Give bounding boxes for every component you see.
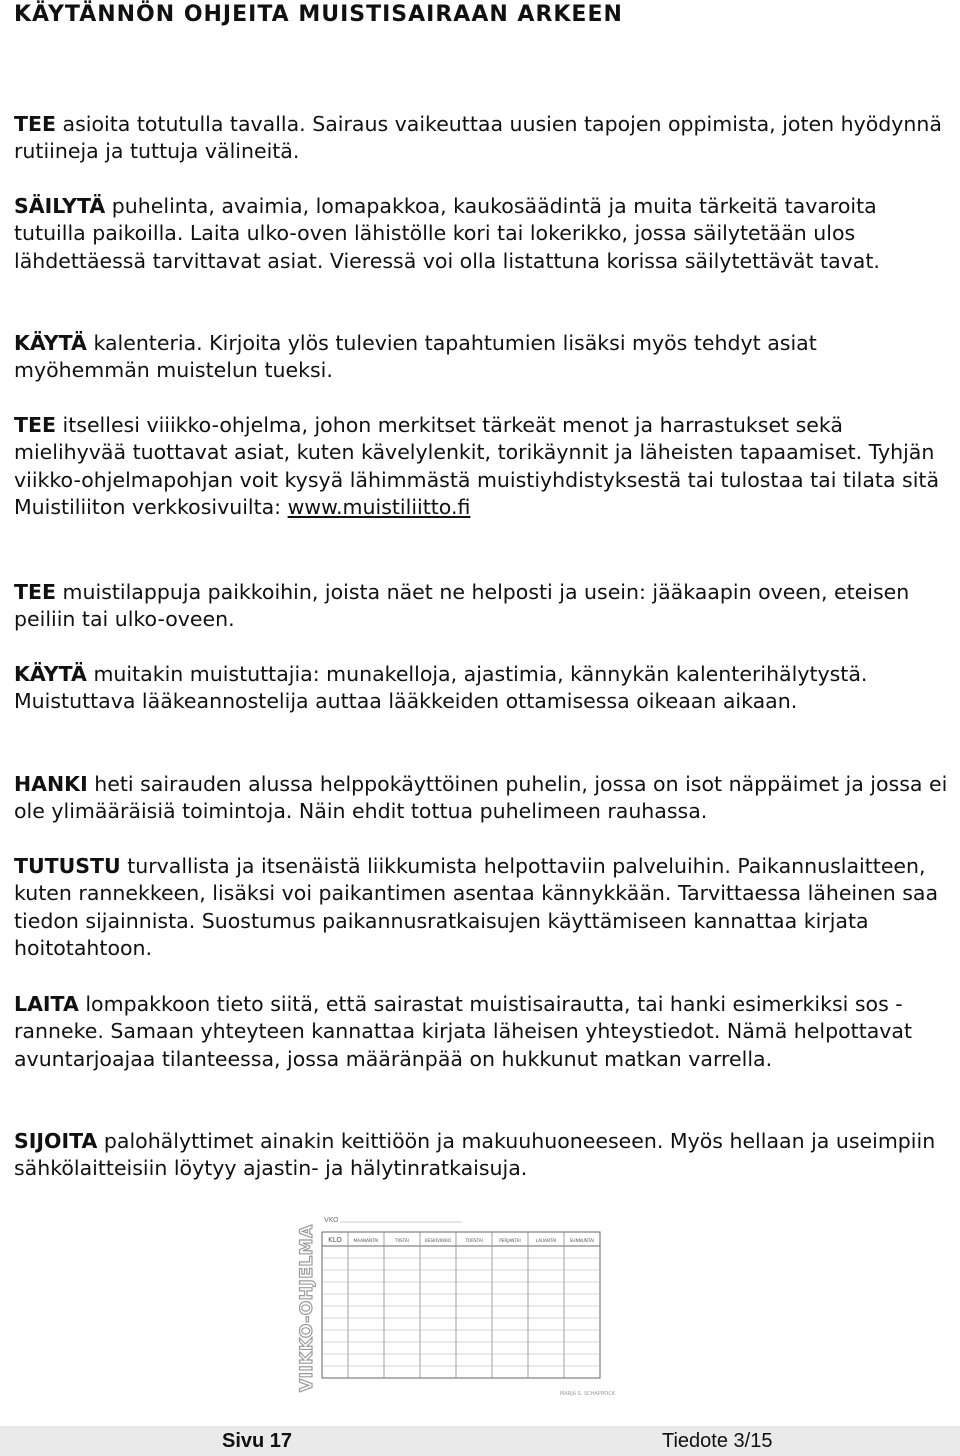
paragraph-keyword: SÄILYTÄ [14,194,106,218]
paragraph-laita [14,991,949,1073]
page-title: KÄYTÄNNÖN OHJEITA MUISTISAIRAAN ARKEEN [14,2,623,27]
paragraph-text: muistilappuja paikkoihin, joista näet ne helposti ja usein: jääkaapin oveen, eteisen peiliin tai ulko-oveen. [14,580,910,632]
footer-issue: Tiedote 3/15 [662,1430,773,1452]
schedule-column-header: KESKIVIIKKO [425,1238,451,1243]
schedule-border [322,1232,600,1378]
schedule-week-label: VKO [324,1216,339,1224]
paragraph-sijoita [14,1128,949,1183]
schedule-column-header: KLO [328,1236,342,1244]
paragraph-hanki [14,771,949,826]
schedule-column-header: LAUANTAI [535,1238,557,1243]
paragraph-keyword: TEE [14,413,56,437]
schedule-grid [322,1232,600,1378]
paragraph-text: turvallista ja itsenäistä liikkumista helpottaviin palveluihin. Paikannuslaitteen, kuten rannekkeen, lisäksi voi paikantimen asentaa kännykkään. Tarvittaessa läheinen saa tiedon sijainnista. Suostumus paikannusratkaisujen käyttämiseen kannattaa kirjata hoitotahtoon. [14,854,939,961]
paragraph-keyword: LAITA [14,992,79,1016]
paragraph-keyword: KÄYTÄ [14,662,87,686]
muistiliitto-link[interactable]: www.muistiliitto.fi [287,495,471,520]
paragraph-keyword: HANKI [14,772,88,796]
paragraph-keyword: TEE [14,112,56,136]
schedule-side-title: VIIKKO-OHJELMA [297,1224,317,1392]
paragraph-keyword: KÄYTÄ [14,331,87,355]
weekly-schedule-illustration [292,1210,622,1400]
schedule-column-header: TIISTAI [394,1238,410,1243]
paragraph-text: heti sairauden alussa helppokäyttöinen puhelin, jossa on isot näppäimet ja jossa ei ole ylimääräisiä toimintoja. Näin ehdit tottua puhelimeen rauhassa. [14,772,948,824]
schedule-column-header: SUNNUNTAI [569,1238,595,1243]
paragraph-text: palohälyttimet ainakin keittiöön ja makuuhuoneeseen. Myös hellaan ja useimpiin sähkölaitteisiin löytyy ajastin- ja hälytinratkaisuja. [14,1129,936,1181]
paragraph-text: asioita totutulla tavalla. Sairaus vaikeuttaa uusien tapojen oppimista, joten hyödynnä rutiineja ja tuttuja välineitä. [14,112,942,164]
paragraph-kayta-2 [14,661,949,716]
page-footer [0,1426,960,1456]
footer-page-number: Sivu 17 [222,1430,293,1452]
paragraph-text: puhelinta, avaimia, lomapakkoa, kaukosäädintä ja muita tärkeitä tavaroita tutuilla paikoilla. Laita ulko-oven lähistölle kori tai lokerikko, jossa säilytetään ulos lähdettäessä tarvittavat asiat. Vieressä voi olla listattuna korissa säilytettävät tavat. [14,194,880,273]
schedule-column-header: TORSTAI [465,1238,483,1243]
schedule-credit: MARJA S. SCHAPROCK [560,1391,615,1397]
paragraph-text: kalenteria. Kirjoita ylös tulevien tapahtumien lisäksi myös tehdyt asiat myöhemmän muistelun tueksi. [14,331,817,383]
paragraph-tee-1 [14,111,949,166]
paragraph-keyword: TEE [14,580,56,604]
paragraph-text: itsellesi viiikko-ohjelma, johon merkitset tärkeät menot ja harrastukset sekä mielihyvää tuottavat asiat, kuten kävelylenkit, torikäynnit ja läheisten tapaamiset. Tyhjän viikko-ohjelmapohjan voit kysyä lähimmästä muistiyhdistyksestä tai tulostaa tai tilata sitä Muistiliiton verkkosivuilta: [14,413,940,520]
paragraph-sailyta [14,193,949,275]
paragraph-tee-3 [14,579,949,634]
paragraph-kayta-1 [14,330,949,385]
paragraph-text: lompakkoon tieto siitä, että sairastat muistisairautta, tai hanki esimerkiksi sos -ranneke. Samaan yhteyteen kannattaa kirjata läheisen yhteystiedot. Nämä helpottavat avuntarjoajaa tilanteessa, jossa määränpää on hukkunut matkan varrella. [14,992,913,1071]
schedule-column-header: PERJANTAI [499,1238,521,1243]
paragraph-tutustu [14,853,949,963]
schedule-column-header: MAANANTAI [353,1238,379,1243]
paragraph-tee-2 [14,412,949,522]
paragraph-text: muitakin muistuttajia: munakelloja, ajastimia, kännykän kalenterihälytystä. Muistuttava lääkeannostelija auttaa lääkkeiden ottamisessa oikeaan aikaan. [14,662,868,714]
paragraph-keyword: SIJOITA [14,1129,98,1153]
paragraph-keyword: TUTUSTU [14,854,121,878]
